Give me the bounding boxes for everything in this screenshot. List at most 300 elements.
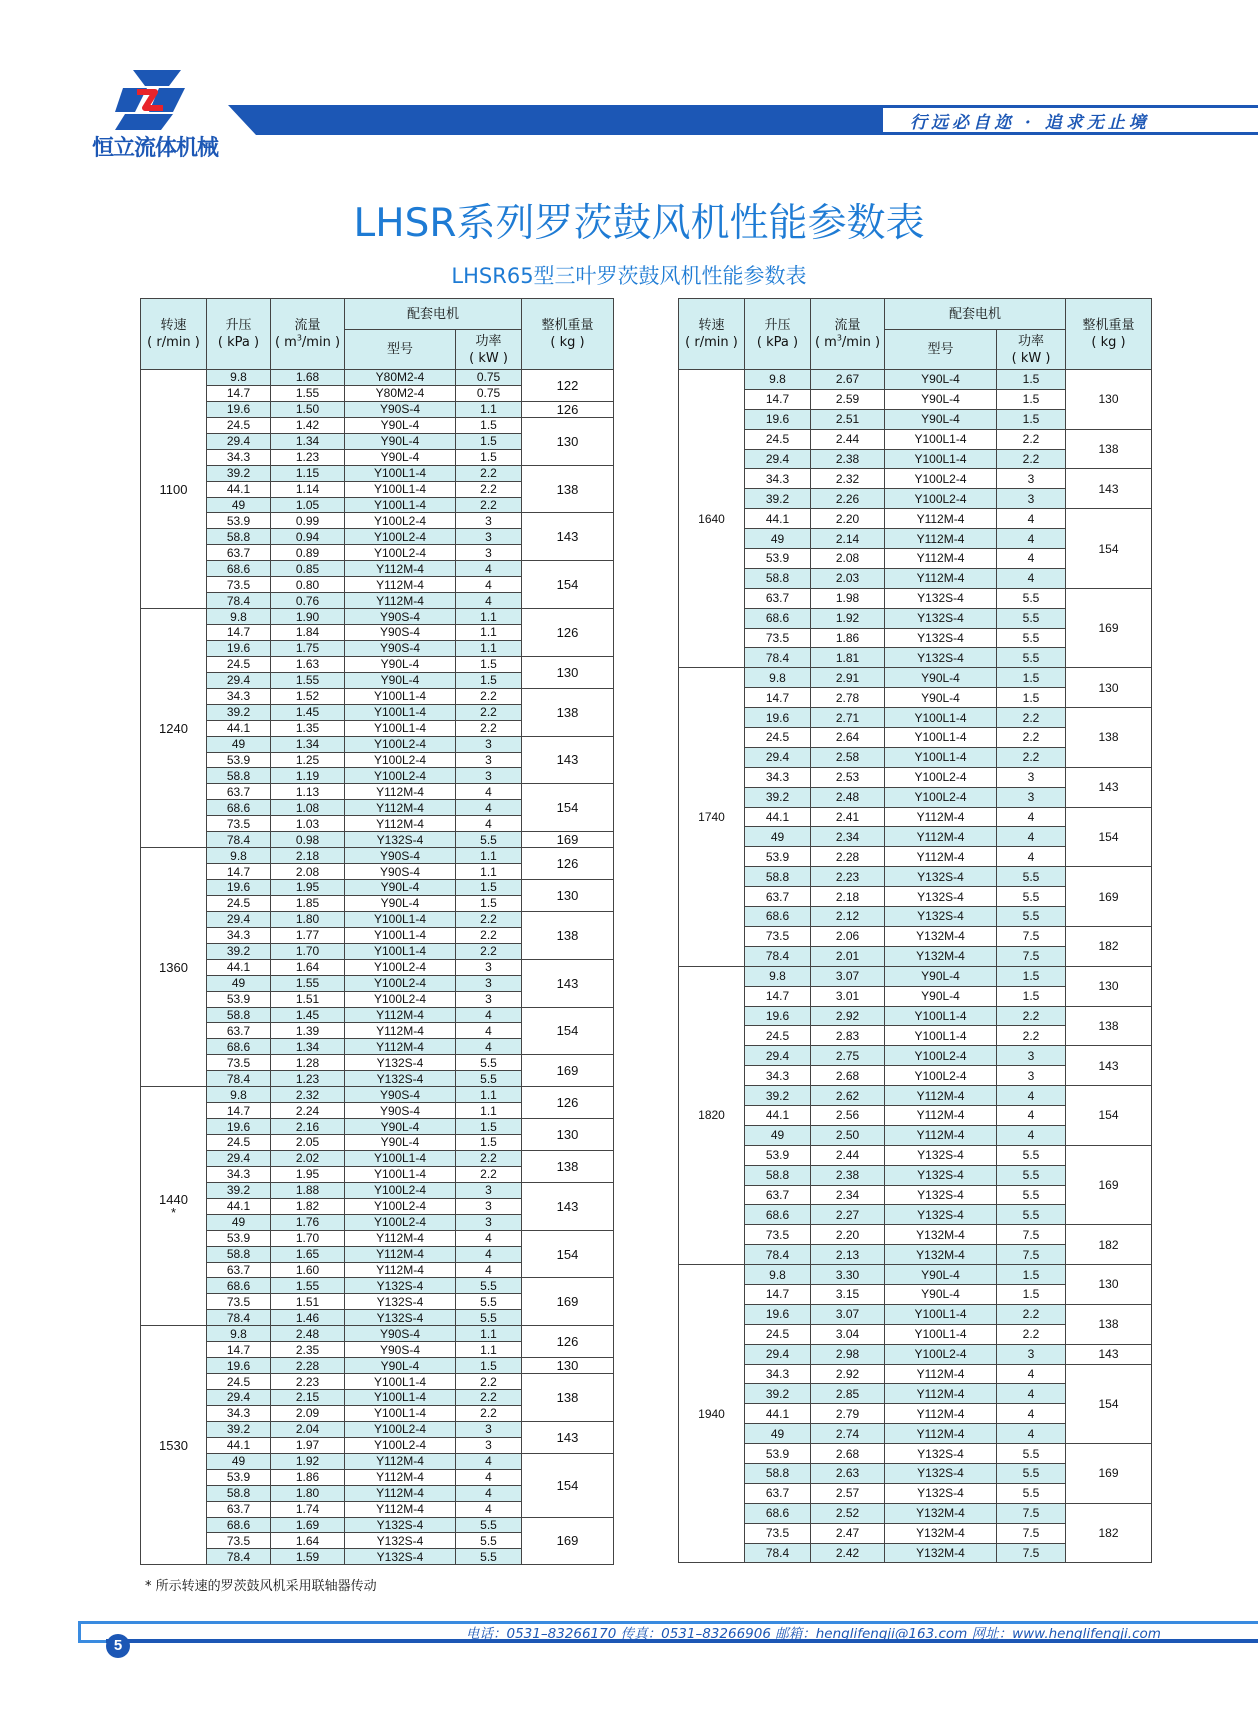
flow-cell: 2.71 xyxy=(811,708,885,728)
table-row xyxy=(679,966,1152,986)
motor-model-cell: Y100L2-4 xyxy=(345,768,456,784)
flow-cell: 1.45 xyxy=(271,704,345,720)
power-cell: 3 xyxy=(456,1421,522,1437)
motor-model-cell: Y100L1-4 xyxy=(345,1374,456,1390)
flow-cell: 2.56 xyxy=(811,1105,885,1125)
pressure-cell: 9.8 xyxy=(745,370,811,390)
table-row xyxy=(141,370,614,386)
flow-cell: 1.63 xyxy=(271,656,345,672)
pressure-cell: 39.2 xyxy=(207,465,271,481)
motor-model-cell: Y90L-4 xyxy=(885,986,997,1006)
pressure-cell: 24.5 xyxy=(745,1324,811,1344)
flow-cell: 1.86 xyxy=(271,1469,345,1485)
motor-model-cell: Y112M-4 xyxy=(345,1007,456,1023)
pressure-cell: 24.5 xyxy=(207,656,271,672)
motor-model-cell: Y112M-4 xyxy=(885,1105,997,1125)
table-row xyxy=(141,1421,614,1437)
table-row xyxy=(141,784,614,800)
table-row xyxy=(679,1265,1152,1285)
power-cell: 4 xyxy=(997,1125,1066,1145)
pressure-cell: 29.4 xyxy=(207,433,271,449)
motor-model-cell: Y100L1-4 xyxy=(345,465,456,481)
flow-cell: 1.23 xyxy=(271,449,345,465)
page-title: LHSR系列罗茨鼓风机性能参数表 xyxy=(353,201,925,246)
weight-cell: 143 xyxy=(1066,1046,1152,1086)
motor-model-cell: Y112M-4 xyxy=(885,1086,997,1106)
motor-model-cell: Y90L-4 xyxy=(345,1135,456,1151)
power-cell: 5.5 xyxy=(456,1294,522,1310)
flow-cell: 2.05 xyxy=(271,1135,345,1151)
speed-cell: 1820 xyxy=(679,966,745,1264)
pressure-cell: 34.3 xyxy=(745,469,811,489)
pressure-cell: 73.5 xyxy=(745,1225,811,1245)
flow-cell: 2.13 xyxy=(811,1245,885,1265)
weight-cell: 130 xyxy=(522,1119,614,1151)
motor-model-cell: Y90S-4 xyxy=(345,1103,456,1119)
power-cell: 2.2 xyxy=(456,704,522,720)
power-cell: 2.2 xyxy=(997,1026,1066,1046)
power-cell: 4 xyxy=(456,816,522,832)
motor-model-cell: Y132S-4 xyxy=(885,1483,997,1503)
motor-model-cell: Y132S-4 xyxy=(885,1205,997,1225)
motor-model-cell: Y90L-4 xyxy=(345,656,456,672)
flow-cell: 2.09 xyxy=(271,1405,345,1421)
power-cell: 7.5 xyxy=(997,1245,1066,1265)
weight-cell: 122 xyxy=(522,370,614,402)
pressure-cell: 49 xyxy=(207,497,271,513)
weight-cell: 130 xyxy=(522,656,614,688)
weight-cell: 126 xyxy=(522,1087,614,1119)
motor-model-cell: Y100L2-4 xyxy=(345,1437,456,1453)
power-cell: 4 xyxy=(456,800,522,816)
table-row xyxy=(679,926,1152,946)
pressure-cell: 68.6 xyxy=(207,1278,271,1294)
table-row xyxy=(141,1358,614,1374)
motor-model-cell: Y100L2-4 xyxy=(345,1182,456,1198)
table-row xyxy=(679,1444,1152,1464)
flow-cell: 2.35 xyxy=(271,1342,345,1358)
pressure-cell: 49 xyxy=(207,736,271,752)
contact-info: 电话：0531–83266170 传真：0531–83266906 邮箱：henglifengji@163.com 网址：www.henglifengji.com xyxy=(466,1626,1161,1642)
weight-cell: 154 xyxy=(522,1453,614,1517)
pressure-cell: 34.3 xyxy=(207,927,271,943)
flow-cell: 1.74 xyxy=(271,1501,345,1517)
flow-cell: 1.70 xyxy=(271,943,345,959)
weight-cell: 143 xyxy=(1066,469,1152,509)
speed-cell: 1530 xyxy=(141,1326,207,1565)
pressure-cell: 78.4 xyxy=(207,593,271,609)
motor-model-cell: Y132S-4 xyxy=(885,1165,997,1185)
motor-model-cell: Y112M-4 xyxy=(345,1485,456,1501)
motor-model-cell: Y100L1-4 xyxy=(345,481,456,497)
weight-cell: 138 xyxy=(522,688,614,736)
weight-cell: 154 xyxy=(522,784,614,832)
flow-cell: 0.89 xyxy=(271,545,345,561)
motor-header: 配套电机 xyxy=(885,299,1066,330)
pressure-cell: 58.8 xyxy=(207,1246,271,1262)
pressure-cell: 78.4 xyxy=(745,1245,811,1265)
pressure-cell: 58.8 xyxy=(745,1165,811,1185)
pressure-cell: 19.6 xyxy=(207,401,271,417)
power-cell: 2.2 xyxy=(997,1324,1066,1344)
pressure-cell: 34.3 xyxy=(207,688,271,704)
power-cell: 1.5 xyxy=(997,389,1066,409)
power-cell: 2.2 xyxy=(456,911,522,927)
weight-cell: 169 xyxy=(1066,588,1152,668)
power-cell: 1.1 xyxy=(456,609,522,625)
flow-cell: 1.98 xyxy=(811,588,885,608)
pressure-cell: 78.4 xyxy=(207,832,271,848)
weight-cell: 143 xyxy=(1066,1344,1152,1364)
table-row xyxy=(141,417,614,433)
power-cell: 2.2 xyxy=(997,728,1066,748)
power-cell: 1.5 xyxy=(456,433,522,449)
flow-cell: 2.08 xyxy=(271,864,345,880)
footer-bracket xyxy=(78,1621,106,1643)
pressure-cell: 63.7 xyxy=(745,887,811,907)
weight-cell: 154 xyxy=(522,1230,614,1278)
pressure-cell: 73.5 xyxy=(207,816,271,832)
motor-model-cell: Y112M-4 xyxy=(345,1469,456,1485)
flow-cell: 0.76 xyxy=(271,593,345,609)
flow-cell: 2.44 xyxy=(811,429,885,449)
table-row xyxy=(141,1150,614,1166)
motor-model-cell: Y100L1-4 xyxy=(885,747,997,767)
motor-model-cell: Y100L1-4 xyxy=(885,728,997,748)
flow-cell: 2.38 xyxy=(811,1165,885,1185)
weight-cell: 138 xyxy=(1066,1304,1152,1344)
pressure-cell: 68.6 xyxy=(745,1503,811,1523)
weight-cell: 169 xyxy=(1066,1444,1152,1504)
pressure-cell: 19.6 xyxy=(207,640,271,656)
motor-model-cell: Y100L1-4 xyxy=(345,1405,456,1421)
flow-cell: 1.08 xyxy=(271,800,345,816)
power-cell: 4 xyxy=(456,1262,522,1278)
motor-model-cell: Y100L1-4 xyxy=(345,1390,456,1406)
pressure-cell: 14.7 xyxy=(207,1103,271,1119)
flow-cell: 2.44 xyxy=(811,1145,885,1165)
power-cell: 1.1 xyxy=(456,1103,522,1119)
flow-cell: 2.16 xyxy=(271,1119,345,1135)
pressure-cell: 19.6 xyxy=(207,880,271,896)
company-logo xyxy=(85,68,225,161)
power-cell: 2.2 xyxy=(456,481,522,497)
power-cell: 2.2 xyxy=(456,497,522,513)
motor-model-cell: Y100L1-4 xyxy=(345,497,456,513)
flow-cell: 2.04 xyxy=(271,1421,345,1437)
motor-model-cell: Y90L-4 xyxy=(885,370,997,390)
table-row xyxy=(679,867,1152,887)
weight-cell: 138 xyxy=(522,1374,614,1422)
pressure-cell: 73.5 xyxy=(745,926,811,946)
power-cell: 2.2 xyxy=(997,1304,1066,1324)
motor-model-cell: Y132S-4 xyxy=(345,1310,456,1326)
flow-cell: 2.98 xyxy=(811,1344,885,1364)
speed-cell: 1360 xyxy=(141,848,207,1087)
table-row xyxy=(679,1503,1152,1523)
flow-cell: 2.74 xyxy=(811,1424,885,1444)
table-header xyxy=(679,299,1152,370)
power-cell: 4 xyxy=(997,529,1066,549)
table-row xyxy=(141,656,614,672)
power-cell: 7.5 xyxy=(997,926,1066,946)
weight-cell: 154 xyxy=(1066,509,1152,589)
motor-model-cell: Y90L-4 xyxy=(885,966,997,986)
weight-cell: 182 xyxy=(1066,1225,1152,1265)
flow-cell: 2.78 xyxy=(811,688,885,708)
power-cell: 2.2 xyxy=(456,943,522,959)
weight-cell: 143 xyxy=(522,959,614,1007)
power-cell: 1.5 xyxy=(997,409,1066,429)
table-row xyxy=(141,1374,614,1390)
power-cell: 4 xyxy=(997,549,1066,569)
motor-model-cell: Y112M-4 xyxy=(885,1404,997,1424)
flow-cell: 1.39 xyxy=(271,1023,345,1039)
weight-cell: 126 xyxy=(522,848,614,880)
page-footer xyxy=(0,1615,1258,1719)
table-header xyxy=(141,299,614,370)
pressure-cell: 73.5 xyxy=(207,1533,271,1549)
motor-model-cell: Y132M-4 xyxy=(885,1543,997,1563)
pressure-cell: 68.6 xyxy=(207,1517,271,1533)
weight-cell: 154 xyxy=(1066,1364,1152,1444)
weight-cell: 138 xyxy=(522,911,614,959)
flow-cell: 3.04 xyxy=(811,1324,885,1344)
weight-cell: 182 xyxy=(1066,1503,1152,1563)
pressure-cell: 39.2 xyxy=(207,704,271,720)
table-row xyxy=(141,1517,614,1533)
weight-cell: 169 xyxy=(1066,867,1152,927)
flow-cell: 2.92 xyxy=(811,1006,885,1026)
table-body-left xyxy=(141,370,614,1565)
power-cell: 5.5 xyxy=(997,1444,1066,1464)
pressure-cell: 14.7 xyxy=(207,625,271,641)
power-cell: 3 xyxy=(456,1198,522,1214)
power-cell: 1.5 xyxy=(997,668,1066,688)
table-row xyxy=(679,1364,1152,1384)
flow-cell: 2.53 xyxy=(811,767,885,787)
power-cell: 4 xyxy=(997,1384,1066,1404)
flow-cell: 2.34 xyxy=(811,827,885,847)
weight-cell: 143 xyxy=(522,513,614,561)
pressure-cell: 68.6 xyxy=(207,800,271,816)
flow-cell: 2.32 xyxy=(271,1087,345,1103)
weight-cell: 126 xyxy=(522,1326,614,1358)
flow-cell: 2.91 xyxy=(811,668,885,688)
flow-cell: 1.05 xyxy=(271,497,345,513)
motor-model-cell: Y132S-4 xyxy=(885,867,997,887)
pressure-cell: 29.4 xyxy=(207,1390,271,1406)
power-cell: 5.5 xyxy=(997,608,1066,628)
pressure-cell: 39.2 xyxy=(745,1384,811,1404)
pressure-cell: 24.5 xyxy=(745,728,811,748)
flow-header: 流量 ( $m^3/\min$ ) xyxy=(271,299,345,370)
motor-model-cell: Y100L1-4 xyxy=(345,911,456,927)
power-cell: 4 xyxy=(456,1453,522,1469)
pressure-cell: 9.8 xyxy=(745,966,811,986)
power-cell: 5.5 xyxy=(997,1145,1066,1165)
flow-cell: 1.34 xyxy=(271,433,345,449)
power-cell: 2.2 xyxy=(456,1150,522,1166)
motor-model-cell: Y100L2-4 xyxy=(345,545,456,561)
speed-cell: 1440 * xyxy=(141,1087,207,1326)
motor-model-cell: Y132M-4 xyxy=(885,946,997,966)
pressure-cell: 53.9 xyxy=(745,847,811,867)
pressure-cell: 39.2 xyxy=(745,489,811,509)
power-cell: 4 xyxy=(997,1086,1066,1106)
flow-cell: 1.25 xyxy=(271,752,345,768)
motor-model-cell: Y90S-4 xyxy=(345,401,456,417)
power-cell: 4 xyxy=(997,807,1066,827)
table-row xyxy=(141,1087,614,1103)
pressure-cell: 19.6 xyxy=(745,409,811,429)
motor-model-cell: Y132S-4 xyxy=(885,1463,997,1483)
pressure-cell: 53.9 xyxy=(207,513,271,529)
flow-cell: 1.60 xyxy=(271,1262,345,1278)
pressure-cell: 63.7 xyxy=(207,1501,271,1517)
motor-model-cell: Y90L-4 xyxy=(885,389,997,409)
weight-cell: 130 xyxy=(522,1358,614,1374)
pressure-cell: 58.8 xyxy=(207,768,271,784)
motor-model-cell: Y80M2-4 xyxy=(345,370,456,386)
power-cell: 1.5 xyxy=(456,672,522,688)
pressure-cell: 34.3 xyxy=(745,1364,811,1384)
motor-model-cell: Y100L1-4 xyxy=(345,1166,456,1182)
motor-model-cell: Y100L1-4 xyxy=(885,429,997,449)
pressure-cell: 9.8 xyxy=(207,370,271,386)
motor-model-cell: Y100L1-4 xyxy=(345,688,456,704)
power-cell: 4 xyxy=(456,1469,522,1485)
flow-cell: 1.81 xyxy=(811,648,885,668)
table-row xyxy=(679,1304,1152,1324)
pressure-cell: 68.6 xyxy=(207,1039,271,1055)
table-row xyxy=(141,959,614,975)
power-cell: 2.2 xyxy=(997,1006,1066,1026)
power-cell: 5.5 xyxy=(997,867,1066,887)
pressure-cell: 29.4 xyxy=(745,449,811,469)
table-row xyxy=(679,1006,1152,1026)
pressure-cell: 29.4 xyxy=(745,1344,811,1364)
pressure-cell: 49 xyxy=(207,975,271,991)
flow-cell: 2.41 xyxy=(811,807,885,827)
table-row xyxy=(679,1344,1152,1364)
company-name: 恒立流体机械 xyxy=(91,136,218,161)
motor-model-cell: Y100L1-4 xyxy=(885,708,997,728)
flow-cell: 0.99 xyxy=(271,513,345,529)
pressure-cell: 44.1 xyxy=(207,1198,271,1214)
pressure-cell: 39.2 xyxy=(207,1182,271,1198)
motor-model-cell: Y90S-4 xyxy=(345,1326,456,1342)
flow-cell: 2.58 xyxy=(811,747,885,767)
weight-cell: 138 xyxy=(1066,708,1152,768)
pressure-cell: 39.2 xyxy=(745,787,811,807)
power-cell: 3 xyxy=(456,959,522,975)
pressure-cell: 44.1 xyxy=(745,509,811,529)
power-cell: 4 xyxy=(456,1246,522,1262)
pressure-cell: 78.4 xyxy=(745,648,811,668)
power-cell: 4 xyxy=(456,1501,522,1517)
motor-model-cell: Y112M-4 xyxy=(345,561,456,577)
motor-model-cell: Y112M-4 xyxy=(345,816,456,832)
motor-model-cell: Y90L-4 xyxy=(345,417,456,433)
table-row xyxy=(141,1326,614,1342)
motor-header: 配套电机 xyxy=(345,299,522,330)
power-cell: 3 xyxy=(456,991,522,1007)
flow-cell: 0.85 xyxy=(271,561,345,577)
power-cell: 3 xyxy=(456,529,522,545)
speed-cell: 1240 xyxy=(141,609,207,848)
power-cell: 1.1 xyxy=(456,640,522,656)
weight-header: 整机重量 ( kg ) xyxy=(1066,299,1152,370)
flow-cell: 2.68 xyxy=(811,1444,885,1464)
flow-cell: 2.51 xyxy=(811,409,885,429)
power-cell: 4 xyxy=(456,561,522,577)
flow-cell: 2.75 xyxy=(811,1046,885,1066)
power-cell: 4 xyxy=(456,1230,522,1246)
motor-model-cell: Y132S-4 xyxy=(345,1294,456,1310)
flow-cell: 2.83 xyxy=(811,1026,885,1046)
flow-cell: 1.59 xyxy=(271,1549,345,1565)
motor-model-cell: Y112M-4 xyxy=(345,1023,456,1039)
power-cell: 1.1 xyxy=(456,401,522,417)
pressure-cell: 19.6 xyxy=(207,1119,271,1135)
pressure-cell: 34.3 xyxy=(745,1066,811,1086)
flow-cell: 1.88 xyxy=(271,1182,345,1198)
motor-model-cell: Y100L2-4 xyxy=(345,513,456,529)
flow-cell: 2.14 xyxy=(811,529,885,549)
flow-cell: 2.28 xyxy=(271,1358,345,1374)
motor-model-cell: Y100L2-4 xyxy=(885,787,997,807)
weight-cell: 169 xyxy=(522,1055,614,1087)
power-cell: 1.5 xyxy=(997,966,1066,986)
logo-hl-icon xyxy=(115,68,193,132)
power-cell: 1.5 xyxy=(997,688,1066,708)
power-cell: 5.5 xyxy=(997,907,1066,927)
power-cell: 2.2 xyxy=(456,720,522,736)
power-cell: 4 xyxy=(456,1039,522,1055)
weight-cell: 138 xyxy=(522,465,614,513)
weight-cell: 154 xyxy=(1066,1086,1152,1146)
motor-model-cell: Y112M-4 xyxy=(885,847,997,867)
pressure-cell: 58.8 xyxy=(207,1007,271,1023)
motor-model-cell: Y80M2-4 xyxy=(345,385,456,401)
power-cell: 7.5 xyxy=(997,1503,1066,1523)
flow-cell: 2.48 xyxy=(811,787,885,807)
flow-cell: 2.48 xyxy=(271,1326,345,1342)
slogan: 行远必自迩 · 追求无止境 xyxy=(910,113,1150,133)
flow-cell: 2.59 xyxy=(811,389,885,409)
motor-model-cell: Y100L2-4 xyxy=(345,529,456,545)
motor-model-cell: Y112M-4 xyxy=(345,1501,456,1517)
power-cell: 2.2 xyxy=(997,708,1066,728)
pressure-cell: 58.8 xyxy=(745,1463,811,1483)
flow-cell: 1.55 xyxy=(271,385,345,401)
power-cell: 3 xyxy=(456,513,522,529)
motor-model-cell: Y112M-4 xyxy=(885,1364,997,1384)
table-row xyxy=(141,911,614,927)
flow-cell: 1.77 xyxy=(271,927,345,943)
pressure-header: 升压 ( kPa ) xyxy=(207,299,271,370)
flow-cell: 1.55 xyxy=(271,672,345,688)
power-cell: 1.5 xyxy=(456,1119,522,1135)
flow-cell: 2.62 xyxy=(811,1086,885,1106)
flow-cell: 1.84 xyxy=(271,625,345,641)
weight-cell: 130 xyxy=(522,417,614,465)
weight-cell: 143 xyxy=(522,1182,614,1230)
pressure-cell: 53.9 xyxy=(745,549,811,569)
flow-cell: 0.98 xyxy=(271,832,345,848)
pressure-cell: 44.1 xyxy=(207,481,271,497)
